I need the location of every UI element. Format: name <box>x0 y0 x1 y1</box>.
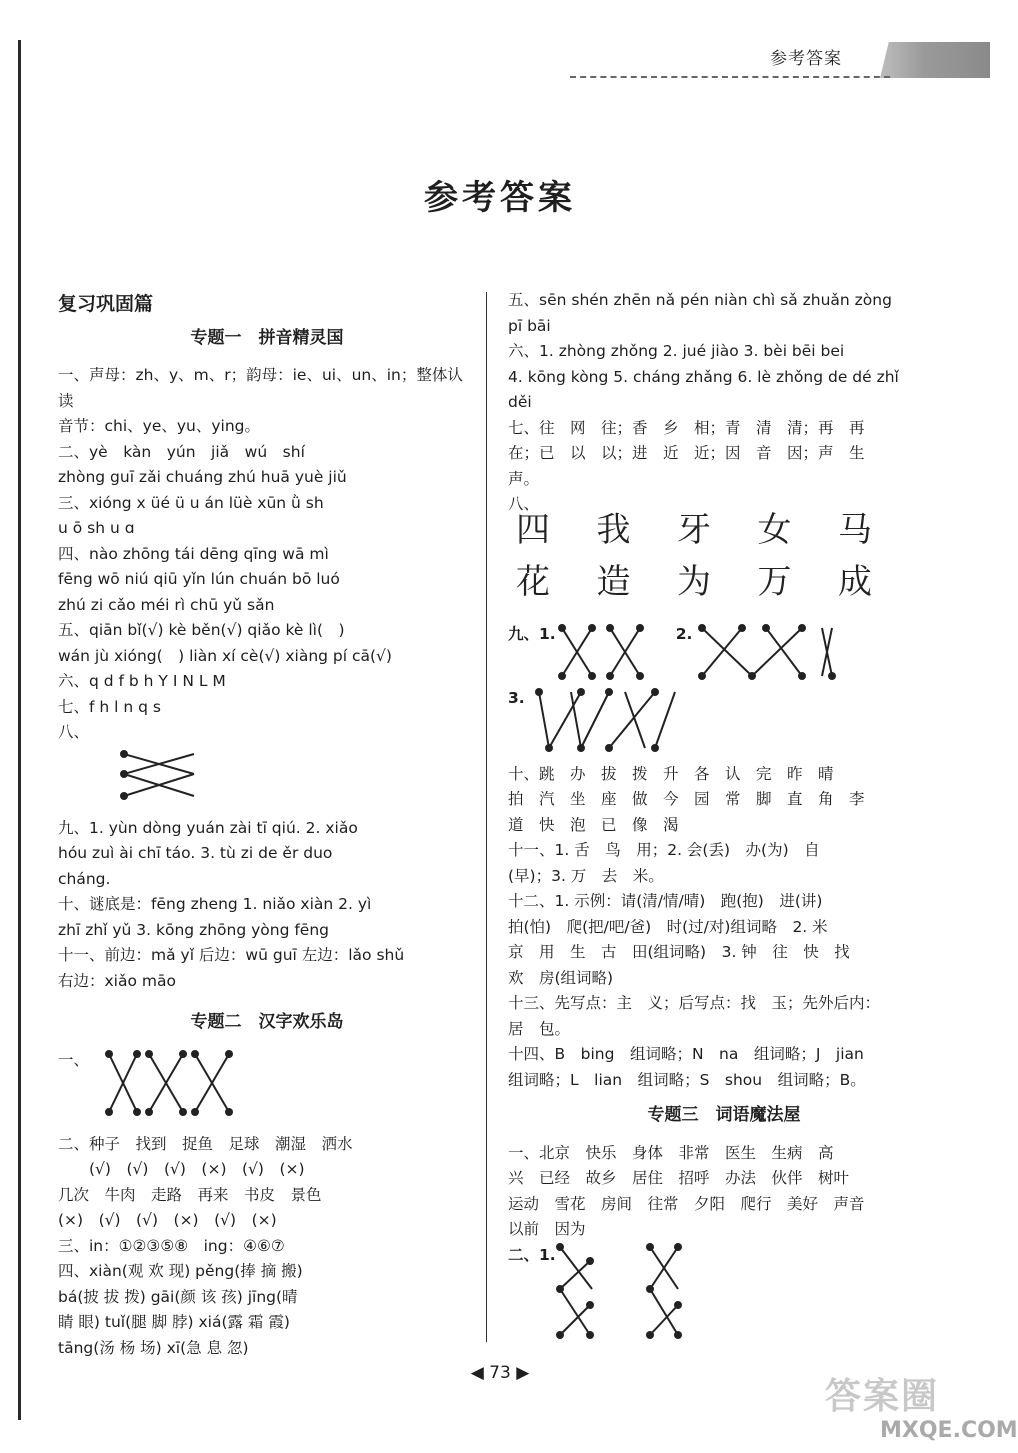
right-answers-1 <box>508 288 940 518</box>
answer-line: bá(披 拔 拨) gāi(颜 该 孩) jīng(晴 <box>58 1287 298 1306</box>
column-divider <box>486 292 487 1342</box>
answer-line: 六、1. zhòng zhǒng 2. jué jiào 3. bèi bēi bei <box>508 342 845 360</box>
answer-line: 组词略；L lian 组词略；S shou 组词略；B。 <box>508 1070 866 1089</box>
answer-line: 二、yè kàn yún jiǎ wú shí <box>58 442 305 461</box>
answer-line: 睛 眼) tuǐ(腿 脚 脖) xiá(露 霜 霞) <box>58 1313 290 1331</box>
answer-line: wán jù xióng( ) liàn xí cè(√) xiàng pí cā(√) <box>58 646 392 665</box>
hand-char: 花 <box>516 561 550 602</box>
t3-q2-label: 二、1. <box>508 1245 556 1264</box>
answer-line: 三、xióng x üé ü u án lüè xūn ǜ sh <box>58 493 324 512</box>
header-label: 参考答案 <box>770 49 842 69</box>
topic1-answers <box>58 363 476 746</box>
hand-char: 万 <box>757 561 792 602</box>
watermark-url: MXQE.COM <box>880 1418 1018 1443</box>
answer-line: (√) (√) (√) (×) (√) (×) <box>58 1160 305 1178</box>
answer-line: 八、 <box>58 723 90 741</box>
answer-line: 五、qiān bǐ(√) kè běn(√) qiǎo kè lì( ) <box>58 621 345 639</box>
answer-line: fēng wō niú qiū yǐn lún chuán bō luó <box>58 570 340 588</box>
hand-char: 我 <box>596 509 631 550</box>
answer-line: 运动 雪花 房间 往常 夕阳 爬行 美好 声音 <box>508 1194 865 1213</box>
handwritten-row-1 <box>508 509 940 570</box>
matching-lines-2-1 <box>58 1048 476 1132</box>
answer-line: 六、q d f b h Y I N L M <box>58 672 226 690</box>
answer-line: děi <box>508 393 532 411</box>
answer-line: 拍 汽 坐 座 做 今 园 常 脚 直 角 李 <box>508 790 865 808</box>
answer-line: 三、in：①②③⑤⑧ ing：④⑥⑦ <box>58 1236 285 1255</box>
q9-label: 九、1. <box>508 624 556 643</box>
topic3-answers <box>508 1141 940 1243</box>
matching-lines-topic3 <box>508 1243 940 1343</box>
topic-heading-2: 专题二 汉字欢乐岛 <box>190 1012 344 1032</box>
answer-line: 在；已 以 以；进 近 近；因 音 因；声 生 <box>508 444 865 462</box>
answer-line: 一、声母：zh、y、m、r；韵母：ie、ui、un、in；整体认读 <box>58 366 463 410</box>
answer-line: zhī zhǐ yǔ 3. kōng zhōng yòng fēng <box>58 920 330 939</box>
answer-line: tāng(汤 杨 场) xī(急 息 忽) <box>58 1338 249 1357</box>
hand-char: 四 <box>516 509 550 550</box>
answer-line: (早)；3. 万 去 米。 <box>508 866 664 885</box>
topic-heading-1: 专题一 拼音精灵国 <box>190 327 344 348</box>
page-edge-line <box>18 40 21 1420</box>
watermark-logo: 答案圈 <box>825 1376 940 1417</box>
answer-line: (×) (√) (√) (×) (√) (×) <box>58 1211 277 1229</box>
answer-line: 京 用 生 古 田(组词略) 3. 钟 往 快 找 <box>508 943 850 961</box>
header-tab-decoration <box>880 42 990 78</box>
answer-line: 声。 <box>508 469 540 488</box>
hand-char: 牙 <box>677 509 711 550</box>
answer-line: 欢 房(组词略) <box>508 968 614 987</box>
answer-line: 八、 <box>508 495 540 513</box>
answer-line: 音节：chi、ye、yu、ying。 <box>58 417 261 435</box>
answer-line: 四、xiàn(观 欢 现) pěng(捧 摘 搬) <box>58 1262 303 1280</box>
hand-char: 造 <box>596 561 631 602</box>
header-dashed-rule <box>570 76 890 78</box>
answer-line: pī bāi <box>508 316 551 335</box>
hand-char: 为 <box>677 561 711 602</box>
answer-line: 居 包。 <box>508 1019 571 1038</box>
answer-line: cháng. <box>58 869 111 888</box>
matching-lines-8 <box>58 748 476 812</box>
answer-line: u ō sh u ɑ <box>58 519 135 537</box>
answer-line: 十一、前边：mǎ yǐ 后边：wū guī 左边：lǎo shǔ <box>58 946 405 964</box>
left-column <box>58 292 476 1361</box>
answer-line: 右边：xiǎo māo <box>58 971 176 990</box>
answer-line: 4. kōng kòng 5. cháng zhǎng 6. lè zhǒng de dé zhǐ <box>508 367 899 386</box>
hand-char: 马 <box>838 509 872 550</box>
handwritten-row-2 <box>508 561 940 622</box>
q9-3-label: 3. <box>508 688 525 707</box>
answer-line: 五、sēn shén zhēn nǎ pén niàn chì sǎ zhuǎn zòng <box>508 291 892 309</box>
answer-line: 十二、1. 示例：请(清/情/晴) 跑(抱) 进(讲) <box>508 892 823 910</box>
topic1-answers-cont <box>58 816 476 995</box>
matching-lines-9-1-2 <box>508 622 940 686</box>
hand-char: 成 <box>838 561 872 602</box>
right-column <box>508 288 940 1343</box>
answer-line: 十四、B bing 组词略；N na 组词略；J jian <box>508 1045 864 1063</box>
answer-line: 道 快 泡 已 像 渴 <box>508 815 679 834</box>
topic-heading-3: 专题三 词语魔法屋 <box>647 1105 801 1125</box>
answer-line: 七、f h l n q s <box>58 697 161 716</box>
answer-line: 十、跳 办 拔 拨 升 各 认 完 昨 晴 <box>508 764 834 783</box>
answer-line: 一、北京 快乐 身体 非常 医生 生病 高 <box>508 1143 834 1162</box>
answer-line: 几次 牛肉 走路 再来 书皮 景色 <box>58 1185 322 1204</box>
right-answers-2 <box>508 762 940 1094</box>
answer-line: zhú zi cǎo méi rì chū yǔ sǎn <box>58 595 275 614</box>
answer-line: 十三、先写点：主 义；后写点：找 玉；先外后内： <box>508 994 881 1012</box>
section-heading: 复习巩固篇 <box>58 293 154 315</box>
answer-line: 拍(怕) 爬(把/吧/爸) 时(过/对)组词略 2. 米 <box>508 917 828 936</box>
answer-line: 九、1. yùn dòng yuán zài tī qiú. 2. xiǎo <box>58 818 358 837</box>
answer-line: 以前 因为 <box>508 1220 586 1238</box>
answer-line: hóu zuì ài chī táo. 3. tù zi de ěr duo <box>58 844 333 862</box>
answer-line: 十、谜底是：fēng zheng 1. niǎo xiàn 2. yì <box>58 895 372 913</box>
answer-line: 兴 已经 故乡 居住 招呼 办法 伙伴 树叶 <box>508 1169 850 1187</box>
matching-lines-9-3 <box>508 686 940 762</box>
answer-line: 二、种子 找到 捉鱼 足球 潮湿 洒水 <box>58 1134 353 1153</box>
answer-line: 四、nào zhōng tái dēng qīng wā mì <box>58 544 329 563</box>
page-title: 参考答案 <box>424 178 576 218</box>
hand-char: 女 <box>757 509 792 550</box>
answer-line: zhòng guī zǎi chuáng zhú huā yuè jiǔ <box>58 468 347 486</box>
answer-line: 七、往 网 往；香 乡 相；青 清 清；再 再 <box>508 418 865 437</box>
answer-line: 十一、1. 舌 鸟 用；2. 会(丢) 办(为) 自 <box>508 841 820 859</box>
q9-2-label: 2. <box>675 624 693 643</box>
topic2-answers <box>58 1132 476 1362</box>
page-number: ◀ 73 ▶ <box>470 1363 530 1383</box>
t2a-label: 一、 <box>58 1050 90 1069</box>
